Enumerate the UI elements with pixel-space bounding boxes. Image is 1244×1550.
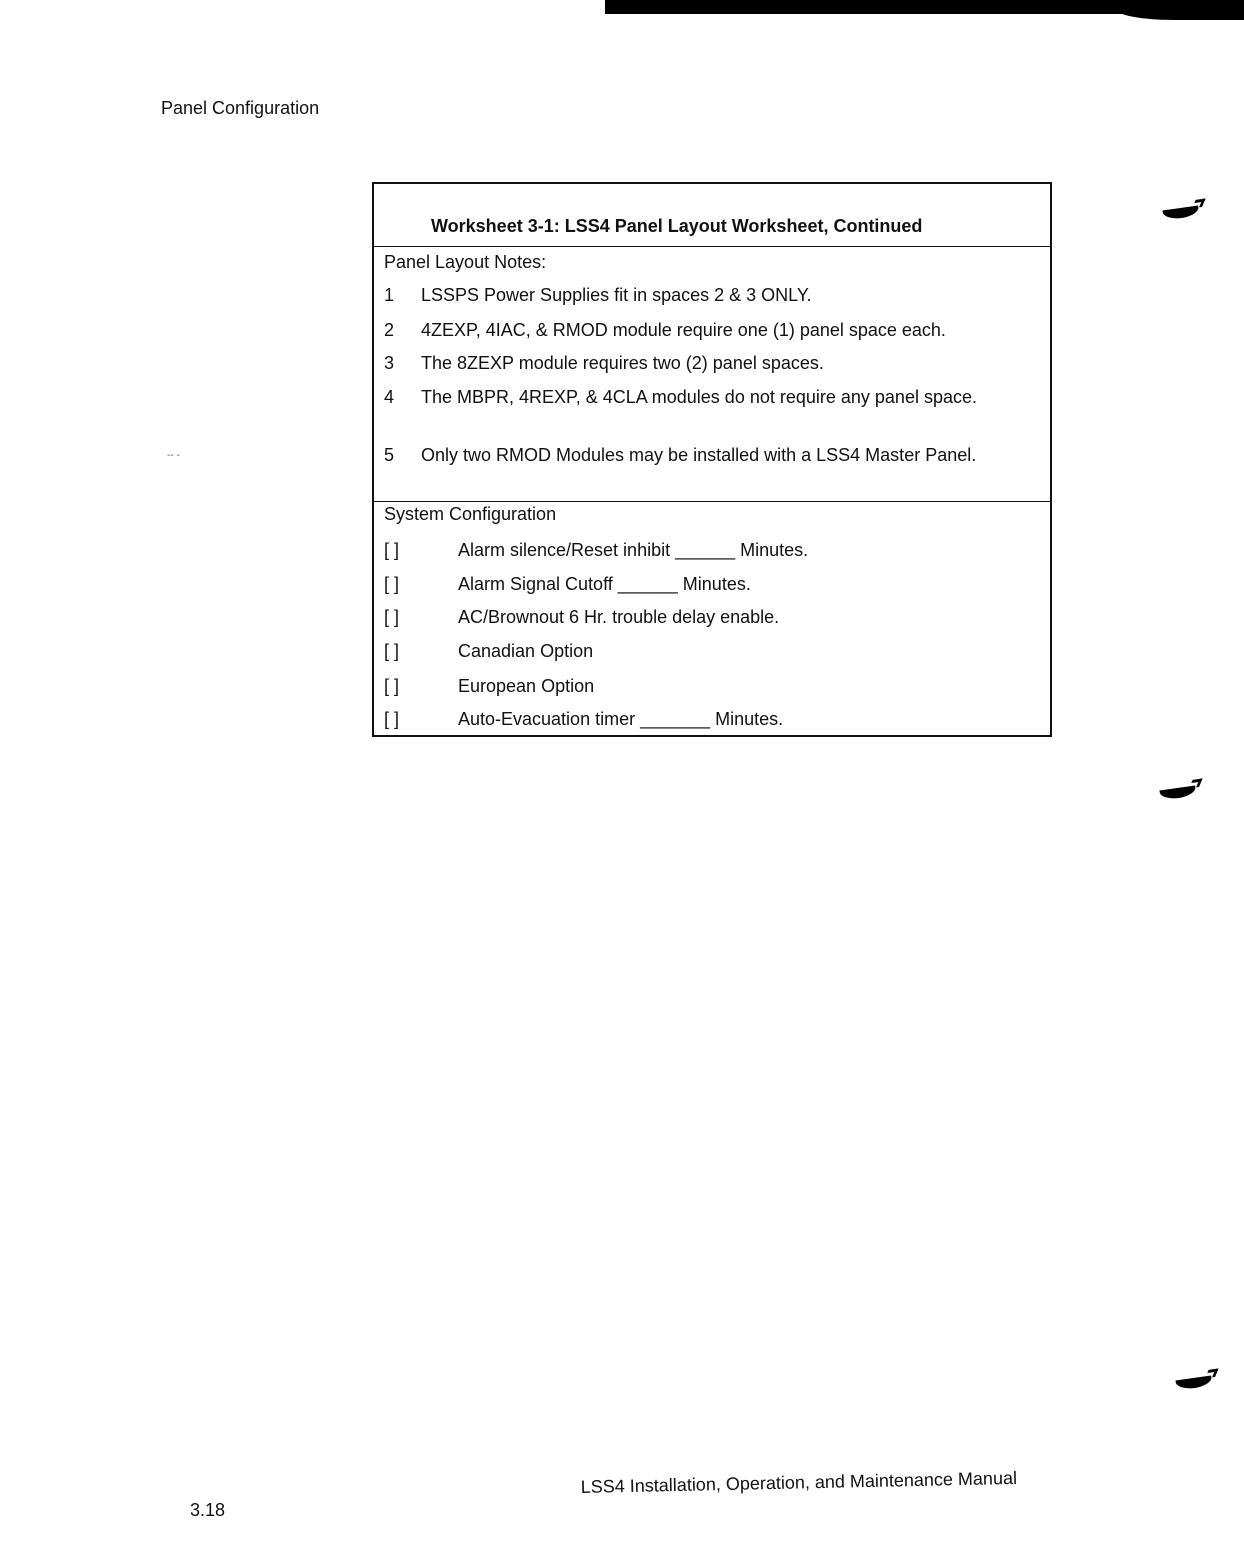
notes-heading: Panel Layout Notes: [384,252,547,272]
note-text: 4ZEXP, 4IAC, & RMOD module require one (1) panel space each. [421,320,946,340]
note-text: Only two RMOD Modules may be installed with a LSS4 Master Panel. [421,445,977,465]
option-text: Alarm Signal Cutoff ______ Minutes. [458,574,751,594]
note-item [384,320,1030,341]
note-text: The MBPR, 4REXP, & 4CLA modules do not require any panel space. [421,387,977,407]
note-number: 1 [384,285,395,305]
option-text: Auto-Evacuation timer _______ Minutes. [458,709,784,729]
option-text: Canadian Option [458,641,594,661]
option-text: Alarm silence/Reset inhibit ______ Minutes. [458,540,809,560]
note-number: 2 [384,320,395,340]
binder-hole-mark [1162,206,1199,221]
note-item [384,353,1030,374]
checkbox: [ ] [384,641,400,661]
checkbox: [ ] [384,574,400,594]
system-configuration [374,502,1050,735]
config-heading: System Configuration [384,504,557,524]
note-item [384,387,980,408]
note-text: The 8ZEXP module requires two (2) panel spaces. [421,353,824,373]
scan-edge-bar [605,0,1244,14]
worksheet-table [372,182,1052,737]
binder-hole-mark [1159,786,1196,801]
note-number: 3 [384,353,395,373]
checkbox: [ ] [384,676,400,696]
scan-artifact: -- - [167,450,180,461]
option-text: European Option [458,676,595,696]
note-text: LSSPS Power Supplies fit in spaces 2 & 3 ONLY. [421,285,812,305]
note-number: 5 [384,445,395,465]
page-number: 3.18 [190,1500,226,1520]
manual-title: LSS4 Installation, Operation, and Maintenance Manual [580,1467,1018,1498]
note-item [384,445,980,466]
checkbox: [ ] [384,709,400,729]
binder-hole-mark [1175,1376,1212,1391]
note-item [384,285,1030,306]
worksheet-title-row [374,184,1050,247]
worksheet-title: Worksheet 3-1: LSS4 Panel Layout Worksheet, Continued [431,216,923,236]
note-number: 4 [384,387,395,407]
option-text: AC/Brownout 6 Hr. trouble delay enable. [458,607,780,627]
checkbox: [ ] [384,540,400,560]
section-title: Panel Configuration [161,98,320,118]
checkbox: [ ] [384,607,400,627]
panel-layout-notes [374,247,1050,502]
